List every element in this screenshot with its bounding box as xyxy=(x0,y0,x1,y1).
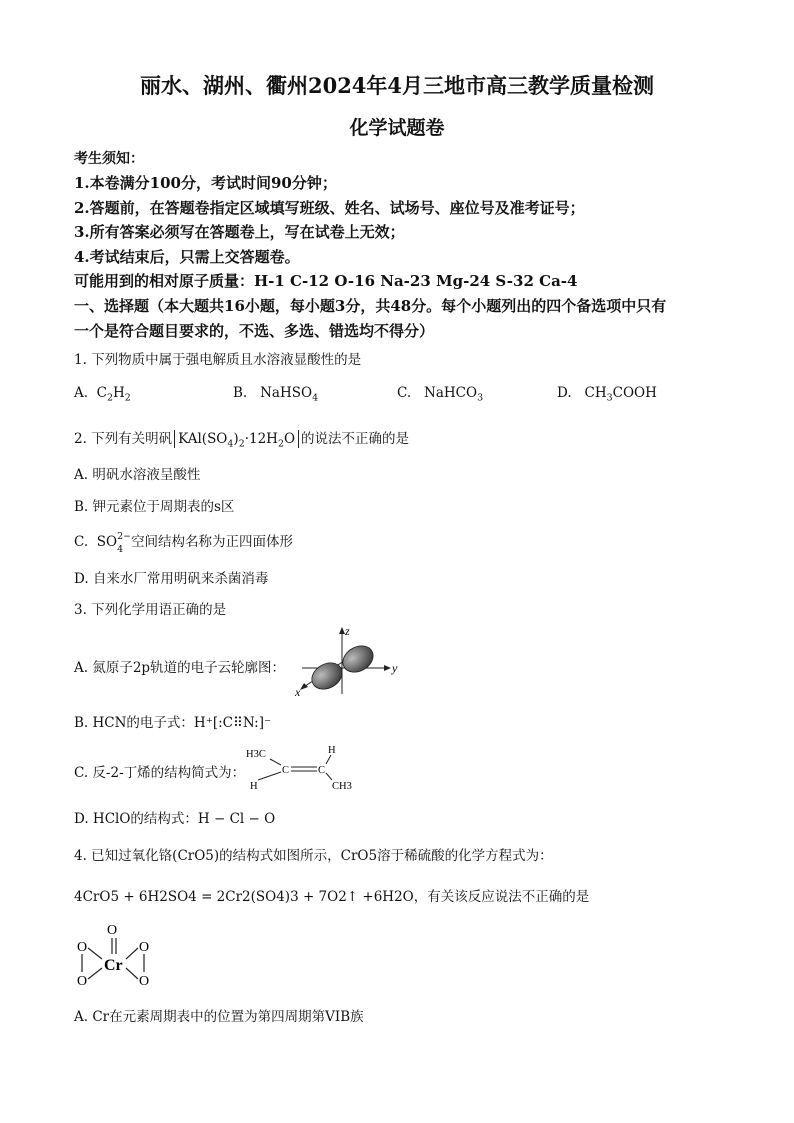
y-arrow xyxy=(384,665,391,671)
svg-text:O: O xyxy=(77,974,88,989)
notice-item-4: 4.考试结束后，只需上交答题卷。 xyxy=(74,248,300,266)
svg-text:O: O xyxy=(77,940,88,955)
section-heading-line1: 一、选择题（本大题共16小题，每小题3分，共48分。每个小题列出的四个备选项中只有 xyxy=(74,297,667,315)
q3-option-b: B. HCN的电子式：H⁺[:C⠿N:]⁻ xyxy=(74,715,272,731)
upper-lobe xyxy=(338,641,378,678)
notice-heading: 考生须知： xyxy=(74,151,144,167)
q1-option-a: A. $C_2H_2$ xyxy=(74,385,131,404)
page-subtitle: 化学试题卷 xyxy=(349,117,445,139)
notice-item-1: 1.本卷满分100分，考试时间90分钟； xyxy=(74,174,337,192)
z-label: z xyxy=(345,624,350,638)
svg-text:O: O xyxy=(139,974,150,989)
q4-equation: 4CrO5 + 6H2SO4 = 2Cr2(SO4)3 + 7O2↑ +6H2O，有关该反应说法不正确的是 xyxy=(74,889,590,905)
q3-stem: 3. 下列化学用语正确的是 xyxy=(74,602,227,618)
q4-option-a: A. Cr在元素周期表中的位置为第四周期第VIB族 xyxy=(74,1009,364,1025)
q1-option-c: C. NaHCO$_3$ xyxy=(397,385,484,404)
q1-option-d: D. $CH_3COOH$ xyxy=(557,385,657,404)
q3-option-a: A. 氮原子2p轨道的电子云轮廓图： xyxy=(74,660,286,676)
formula-alum: $KAl(SO_4)_2\cdot 12H_2O$ xyxy=(174,430,299,448)
svg-text:H: H xyxy=(328,745,336,756)
q2-option-a: A. 明矾水溶液呈酸性 xyxy=(74,467,201,483)
svg-text:H3C: H3C xyxy=(246,749,266,760)
p-orbital-diagram xyxy=(292,624,404,698)
y-label: y xyxy=(392,661,398,675)
formula-c2h2: $C_2H_2$ xyxy=(96,385,131,404)
notice-item-3: 3.所有答案必须写在答题卷上，写在试卷上无效； xyxy=(74,223,405,241)
q1-stem: 1. 下列物质中属于强电解质且水溶液显酸性的是 xyxy=(74,352,362,368)
svg-text:C: C xyxy=(318,765,326,776)
q3-option-c: C. 反-2-丁烯的结构简式为： xyxy=(74,765,246,781)
q3-option-d: D. HClO的结构式：H − Cl − O xyxy=(74,811,276,827)
page-title: 丽水、湖州、衢州2024年4月三地市高三教学质量检测 xyxy=(139,73,655,98)
q2-option-c: C. SO 2− 4 空间结构名称为正四面体形 xyxy=(74,531,294,555)
trans-2-butene-structure xyxy=(244,738,368,794)
svg-text:C: C xyxy=(282,765,290,776)
svg-text:O: O xyxy=(139,940,150,955)
svg-text:H: H xyxy=(250,781,258,792)
hcn-electron-formula: H⁺[:C⠿N:]⁻ xyxy=(193,715,272,731)
formula-ch3cooh: $CH_3COOH$ xyxy=(584,385,657,404)
formula-nahco3: NaHCO$_3$ xyxy=(424,385,484,404)
formula-sulfate: SO 2− 4 xyxy=(96,531,131,555)
x-label: x xyxy=(295,685,301,698)
q1-option-b: B. NaHSO$_4$ xyxy=(233,385,319,404)
q2-stem: 2. 下列有关明矾 $KAl(SO_4)_2\cdot 12H_2O$ 的说法不正确的是 xyxy=(74,431,410,450)
notice-item-2: 2.答题前，在答题卷指定区域填写班级、姓名、试场号、座位号及准考证号； xyxy=(74,199,585,217)
q4-stem: 4. 已知过氧化铬(CrO5)的结构式如图所示，CrO5溶于稀硫酸的化学方程式为： xyxy=(74,848,553,864)
q2-option-b: B. 钾元素位于周期表的s区 xyxy=(74,499,235,515)
svg-text:Cr: Cr xyxy=(104,957,123,974)
section-heading-line2: 一个是符合题目要求的，不选、多选、错选均不得分） xyxy=(74,322,435,340)
x-arrow xyxy=(300,683,308,690)
reaction-equation: 4CrO5 + 6H2SO4 = 2Cr2(SO4)3 + 7O2↑ +6H2O xyxy=(74,889,414,905)
svg-text:O: O xyxy=(107,923,118,938)
formula-nahso4: NaHSO$_4$ xyxy=(260,385,319,404)
q2-option-d: D. 自来水厂常用明矾来杀菌消毒 xyxy=(74,571,269,587)
cro5-structure xyxy=(70,917,166,993)
atomic-masses: 可能用到的相对原子质量：H-1 C-12 O-16 Na-23 Mg-24 S-32 Ca-4 xyxy=(74,272,578,290)
svg-text:CH3: CH3 xyxy=(332,781,352,792)
